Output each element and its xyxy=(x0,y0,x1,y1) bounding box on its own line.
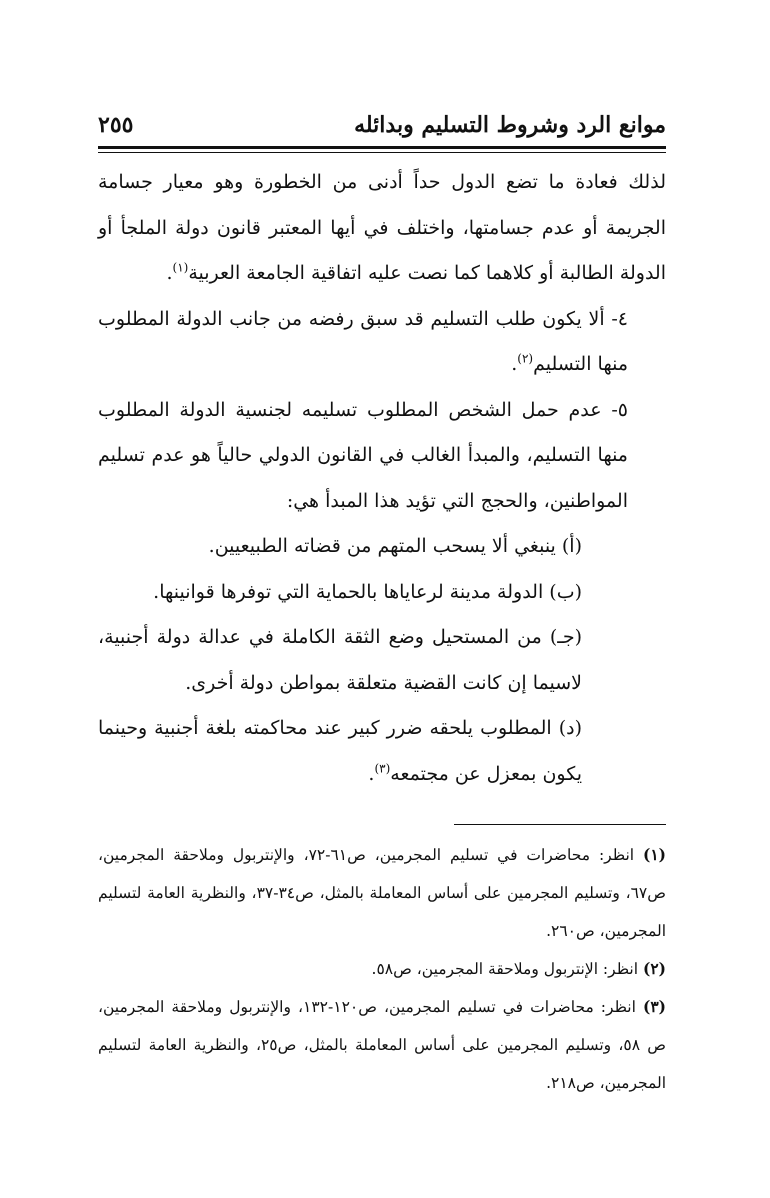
running-title: موانع الرد وشروط التسليم وبدائله xyxy=(354,112,666,138)
header-rule-thick xyxy=(98,146,666,149)
list-item-d: (د) المطلوب يلحقه ضرر كبير عند محاكمته بلغة أجنبية وحينما يكون بمعزل عن مجتمعه$^{(٣)}$. xyxy=(98,717,582,785)
footnote-3-text: انظر: محاضرات في تسليم المجرمين، ص١٢٠-١٣٢، والإنتربول وملاحقة المجرمين، ص ٥٨، وتسليم المجرمين على أساس المعاملة بالمثل، ص٢٥، والنظرية العامة لتسليم المجرمين، ص٢١٨. xyxy=(98,998,667,1092)
footnote-2-label: (٢) xyxy=(642,959,666,978)
list-item-c: (جـ) من المستحيل وضع الثقة الكاملة في عدالة دولة أجنبية، لاسيما إن كانت القضية متعلقة بمواطن دولة أخرى. xyxy=(98,626,582,694)
footnote-ref-3: (٣) xyxy=(374,761,391,776)
header-rule-thin xyxy=(98,152,666,153)
footnote-3 xyxy=(98,988,666,1102)
list-item-b: (ب) الدولة مدينة لرعاياها بالحماية التي توفرها قوانينها. xyxy=(153,580,582,603)
footnote-1-text: انظر: محاضرات في تسليم المجرمين، ص٦١-٧٢، والإنتربول وملاحقة المجرمين، ص٦٧، وتسليم المجرمين على أساس المعاملة بالمثل، ص٣٤-٣٧، والنظرية العامة لتسليم المجرمين، ص٢٦٠. xyxy=(98,846,667,940)
paragraph-condition-4-text: ٤- ألا يكون طلب التسليم قد سبق رفضه من جانب الدولة المطلوب منها التسليم xyxy=(98,307,628,375)
page-number: ٢٥٥ xyxy=(98,112,134,138)
paragraph-condition-4: ٤- ألا يكون طلب التسليم قد سبق رفضه من جانب الدولة المطلوب منها التسليم$^{(٢)}$. xyxy=(98,307,628,375)
footnote-separator xyxy=(454,824,666,825)
footnote-ref-1: (١) xyxy=(172,260,189,275)
footnote-1 xyxy=(98,836,666,950)
page-header xyxy=(98,112,666,148)
footnote-1-label: (١) xyxy=(642,845,666,864)
body-text xyxy=(98,160,666,797)
footnotes xyxy=(98,836,666,1102)
list-item-d-text: (د) المطلوب يلحقه ضرر كبير عند محاكمته بلغة أجنبية وحينما يكون بمعزل عن مجتمعه xyxy=(98,717,582,785)
footnote-3-label: (٣) xyxy=(642,997,666,1016)
footnote-2 xyxy=(98,950,666,988)
paragraph-condition-5: ٥- عدم حمل الشخص المطلوب تسليمه لجنسية الدولة المطلوب منها التسليم، والمبدأ الغالب في القانون الدولي حالياً هو عدم تسليم المواطنين، والحجج التي تؤيد هذا المبدأ هي: xyxy=(98,398,628,512)
footnote-ref-2: (٢) xyxy=(517,351,534,366)
list-item-a: (أ) ينبغي ألا يسحب المتهم من قضاته الطبيعيين. xyxy=(208,535,582,557)
paragraph-1-text: لذلك فعادة ما تضع الدول حداً أدنى من الخطورة وهو معيار جسامة الجريمة أو عدم جسامتها، واختلف في أيها المعتبر قانون دولة الملجأ أو الدولة الطالبة أو كلاهما كما نصت عليه اتفاقية الجامعة العربية xyxy=(98,171,666,284)
footnote-2-text: انظر: الإنتربول وملاحقة المجرمين، ص٥٨. xyxy=(371,960,639,978)
paragraph-1: لذلك فعادة ما تضع الدول حداً أدنى من الخطورة وهو معيار جسامة الجريمة أو عدم جسامتها، واختلف في أيها المعتبر قانون دولة الملجأ أو الدولة الطالبة أو كلاهما كما نصت عليه اتفاقية الجامعة العربية$^{(١)}$. xyxy=(98,171,666,284)
